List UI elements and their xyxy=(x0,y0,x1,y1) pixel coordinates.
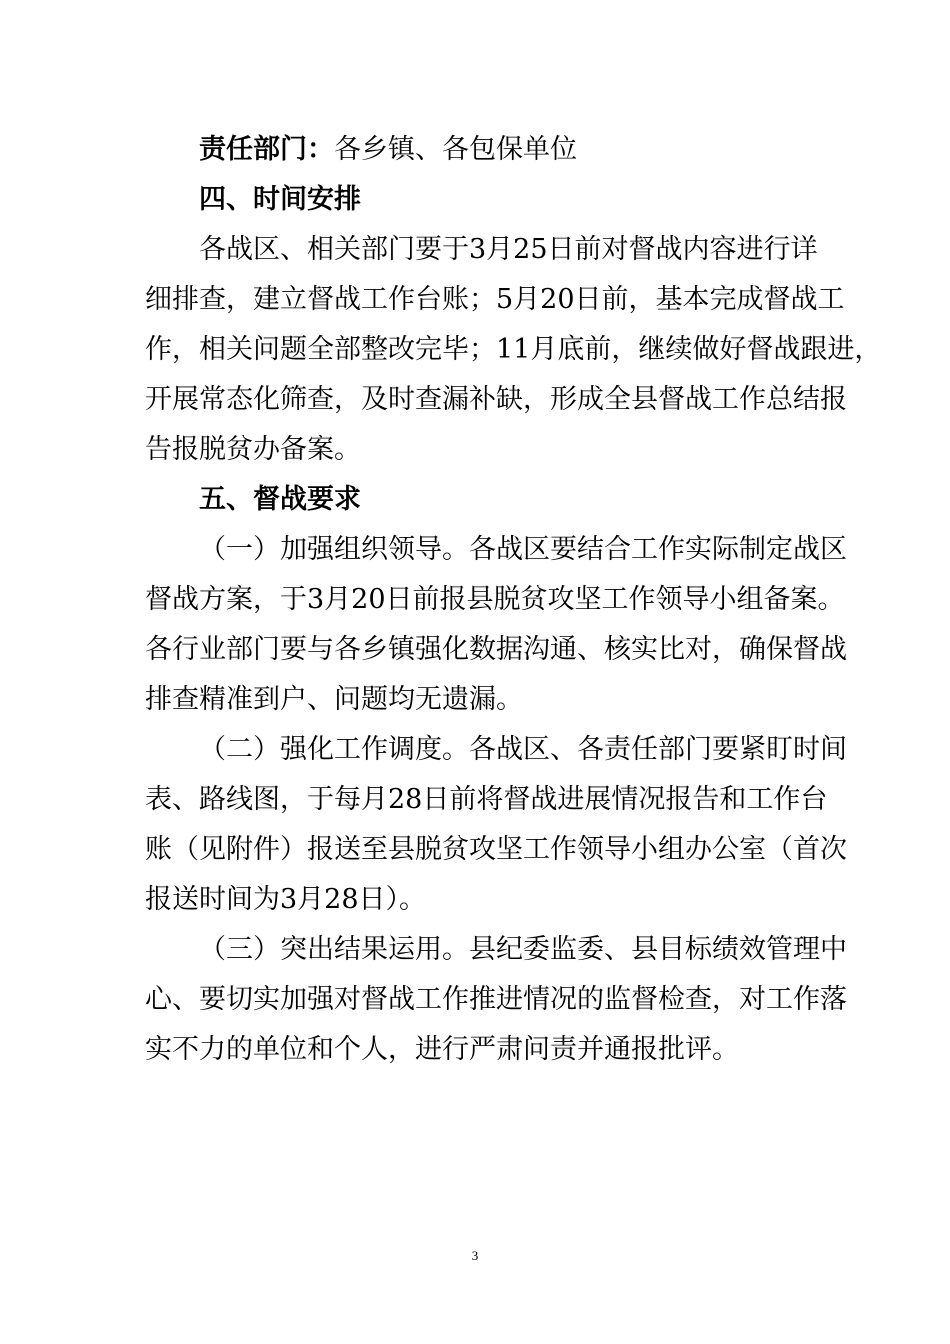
paragraph-line: （二）强化工作调度。各战区、各责任部门要紧盯时间 xyxy=(199,734,847,765)
paragraph-line: 排查精准到户、问题均无遗漏。 xyxy=(145,684,523,715)
responsible-departments-line xyxy=(199,132,810,168)
paragraph-line: 告报脱贫办备案。 xyxy=(145,434,361,465)
paragraph-line: 作，相关问题全部整改完毕；11月底前，继续做好督战跟进， xyxy=(145,334,882,365)
paragraph-line: （三）突出结果运用。县纪委监委、县目标绩效管理中 xyxy=(199,934,847,965)
paragraph-line: 各行业部门要与各乡镇强化数据沟通、核实比对，确保督战 xyxy=(145,634,847,665)
paragraph-line: 各战区、相关部门要于3月25日前对督战内容进行详 xyxy=(199,234,818,265)
section-heading-time-arrangement: 四、时间安排 xyxy=(199,184,361,215)
paragraph-line: 细排查，建立督战工作台账；5月20日前，基本完成督战工 xyxy=(145,284,845,315)
paragraph-line: 开展常态化筛查，及时查漏补缺，形成全县督战工作总结报 xyxy=(145,384,847,415)
paragraph-line: 督战方案，于3月20日前报县脱贫攻坚工作领导小组备案。 xyxy=(145,584,845,615)
paragraph-line: 实不力的单位和个人，进行严肃问责并通报批评。 xyxy=(145,1034,739,1065)
responsible-label: 责任部门： xyxy=(199,134,334,165)
paragraph-line: 账（见附件）报送至县脱贫攻坚工作领导小组办公室（首次 xyxy=(145,834,847,865)
paragraph-line: 心、要切实加强对督战工作推进情况的监督检查，对工作落 xyxy=(145,984,847,1015)
responsible-value: 各乡镇、各包保单位 xyxy=(334,134,577,165)
page-number: 3 xyxy=(471,1248,479,1263)
section-heading-requirements: 五、督战要求 xyxy=(199,484,361,515)
paragraph-line: 表、路线图，于每月28日前将督战进展情况报告和工作台 xyxy=(145,784,828,815)
paragraph-line: （一）加强组织领导。各战区要结合工作实际制定战区 xyxy=(199,534,847,565)
paragraph-line: 报送时间为3月28日）。 xyxy=(145,884,427,915)
